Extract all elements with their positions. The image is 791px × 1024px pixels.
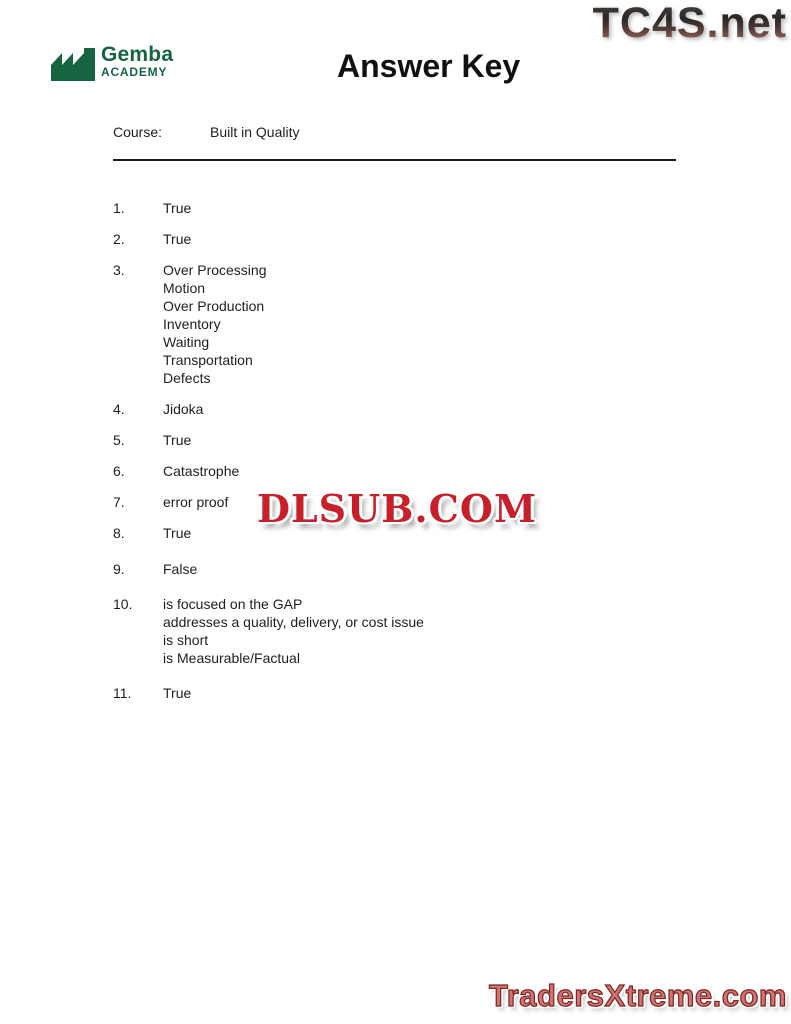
answers-list bbox=[113, 199, 633, 715]
answer-number: 1. bbox=[113, 200, 125, 216]
answer-line: False bbox=[163, 561, 198, 577]
answer-line: Jidoka bbox=[163, 401, 204, 417]
answer-line: True bbox=[163, 525, 192, 541]
answer-item bbox=[113, 199, 633, 217]
answer-lines bbox=[163, 560, 197, 578]
answer-number: 3. bbox=[113, 262, 125, 278]
divider-rule bbox=[113, 159, 676, 161]
answer-lines bbox=[163, 199, 191, 217]
answer-line: Waiting bbox=[163, 334, 210, 350]
answer-lines bbox=[163, 595, 424, 667]
answer-item bbox=[113, 230, 633, 248]
answer-lines bbox=[163, 400, 203, 418]
logo-name: Gemba bbox=[101, 43, 174, 66]
answer-line: Over Processing bbox=[163, 262, 267, 278]
answer-line: Defects bbox=[163, 370, 211, 386]
answer-line: True bbox=[163, 432, 192, 448]
answer-number: 6. bbox=[113, 463, 125, 479]
answer-line: Over Production bbox=[163, 298, 265, 314]
course-row bbox=[113, 124, 299, 140]
gemba-academy-logo bbox=[50, 44, 173, 82]
answer-number: 10. bbox=[113, 596, 133, 612]
answer-lines bbox=[163, 493, 228, 511]
answer-item bbox=[113, 462, 633, 480]
answer-line: error proof bbox=[163, 494, 229, 510]
answer-number: 2. bbox=[113, 231, 125, 247]
logo-text bbox=[101, 44, 173, 79]
answer-line: Motion bbox=[163, 280, 206, 296]
answer-lines bbox=[163, 462, 239, 480]
answer-number: 8. bbox=[113, 525, 125, 541]
answer-item bbox=[113, 261, 633, 387]
answer-item bbox=[113, 595, 633, 667]
answer-line: True bbox=[163, 685, 192, 701]
watermark-bottom-right: TradersXtreme.com bbox=[489, 978, 787, 1013]
watermark-top-right: TC4S.net bbox=[592, 0, 787, 47]
answer-line: Inventory bbox=[163, 316, 221, 332]
answer-number: 7. bbox=[113, 494, 125, 510]
answer-line: Transportation bbox=[163, 352, 253, 368]
page-title: Answer Key bbox=[337, 48, 521, 84]
answer-line: is focused on the GAP bbox=[163, 596, 303, 612]
answer-item bbox=[113, 400, 633, 418]
answer-item bbox=[113, 684, 633, 702]
answer-lines bbox=[163, 684, 191, 702]
answer-item bbox=[113, 560, 633, 578]
answer-number: 11. bbox=[113, 685, 132, 701]
factory-icon bbox=[50, 44, 96, 82]
answer-line: Catastrophe bbox=[163, 463, 240, 479]
answer-number: 4. bbox=[113, 401, 125, 417]
answer-lines bbox=[163, 524, 191, 542]
answer-line: is Measurable/Factual bbox=[163, 650, 300, 666]
answer-line: True bbox=[163, 231, 192, 247]
answer-line: True bbox=[163, 200, 192, 216]
answer-number: 5. bbox=[113, 432, 125, 448]
answer-lines bbox=[163, 261, 266, 387]
watermark-middle: DLSUB.COM bbox=[257, 486, 538, 531]
course-value: Built in Quality bbox=[210, 124, 300, 140]
answer-item bbox=[113, 431, 633, 449]
answer-lines bbox=[163, 431, 191, 449]
answer-line: is short bbox=[163, 632, 209, 648]
answer-number: 9. bbox=[113, 561, 125, 577]
course-label: Course: bbox=[113, 124, 163, 140]
logo-subtitle: ACADEMY bbox=[101, 65, 168, 79]
answer-lines bbox=[163, 230, 191, 248]
answer-line: addresses a quality, delivery, or cost issue bbox=[163, 614, 424, 630]
